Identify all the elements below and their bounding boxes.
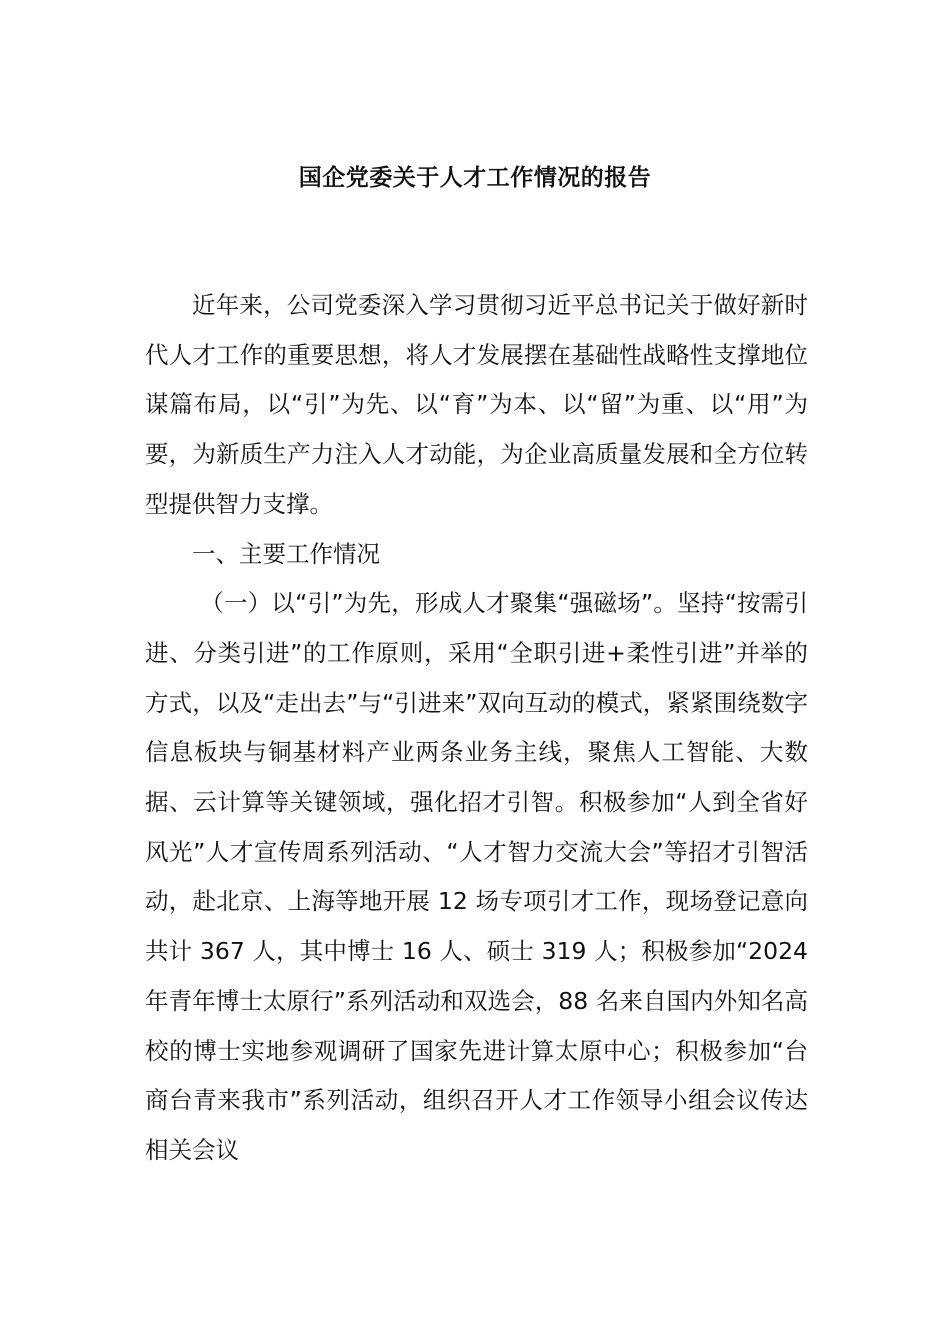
intro-paragraph: 近年来，公司党委深入学习贯彻习近平总书记关于做好新时代人才工作的重要思想，将人才发展摆在基础性战略性支撑地位谋篇布局，以“引”为先、以“育”为本、以“留”为重、以“用”为要，为新质生产力注入人才动能，为企业高质量发展和全方位转型提供智力支撑。: [145, 291, 808, 518]
document-title: 国企党委关于人才工作情况的报告: [298, 165, 652, 191]
subsection-paragraph: （一）以“引”为先，形成人才聚集“强磁场”。坚持“按需引进、分类引进”的工作原则，采用“全职引进+柔性引进”并举的方式，以及“走出去”与“引进来”双向互动的模式，紧紧围绕数字信息板块与铜基材料产业两条业务主线，聚焦人工智能、大数据、云计算等关键领域，强化招才引智。积极参加“人到全省好风光”人才宣传周系列活动、“人才智力交流大会”等招才引智活动，赴北京、上海等地开展 12 场专项引才工作，现场登记意向共计 367 人，其中博士 16 人、硕士 319 人；积极参加“2024 年青年博士太原行”系列活动和双选会，88 名来自国内外知名高校的博士实地参观调研了国家先进计算太原中心；积极参加“台商台青来我市”系列活动，组织召开人才工作领导小组会议传达相关会议: [145, 589, 808, 1164]
document-body: [145, 281, 808, 1176]
section-heading: 一、主要工作情况: [192, 539, 380, 568]
